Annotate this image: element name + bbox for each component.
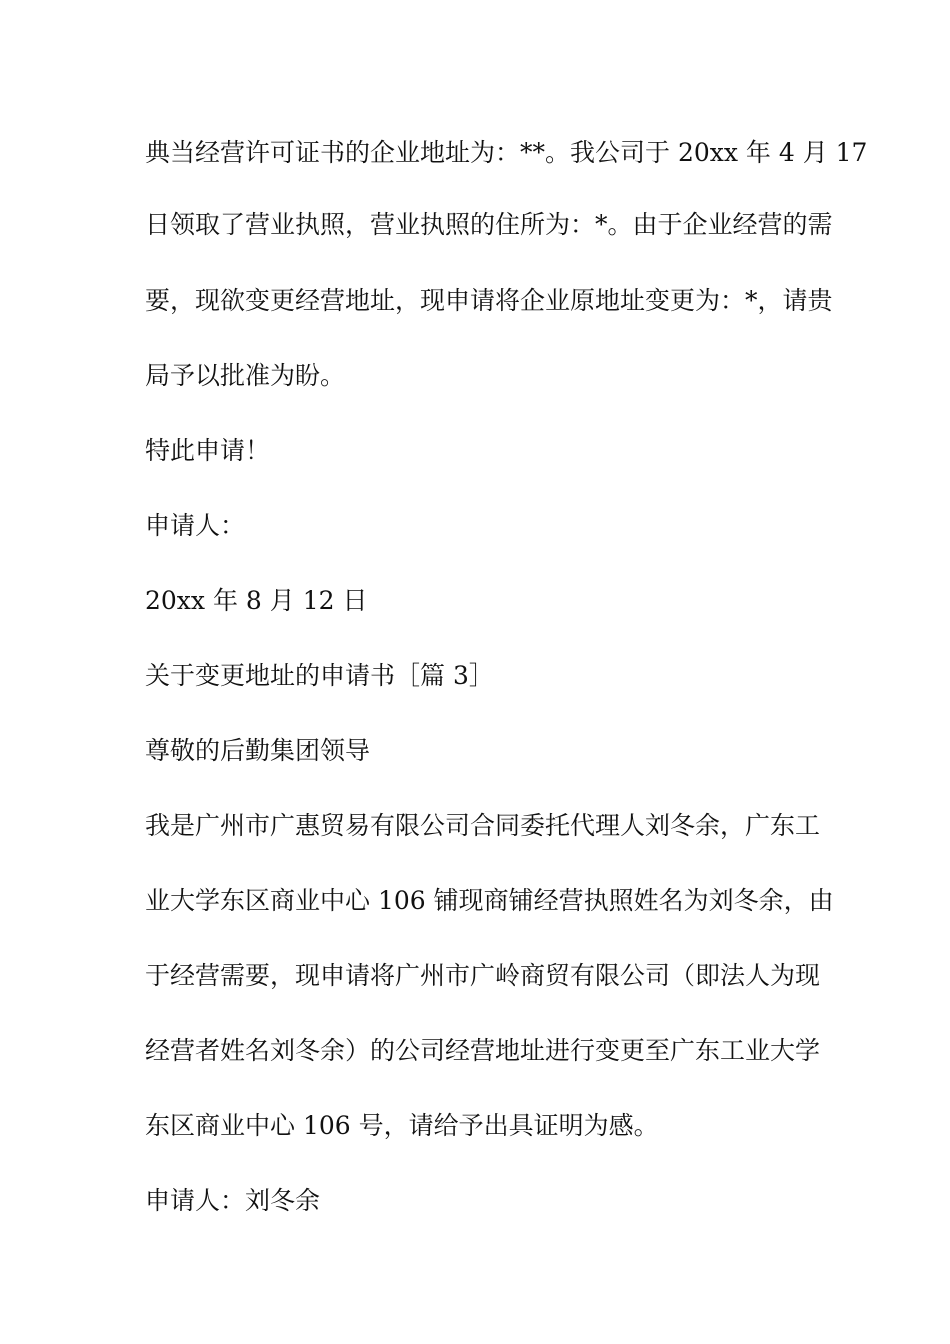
paragraph-line: 我是广州市广惠贸易有限公司合同委托代理人刘冬余，广东工: [145, 811, 821, 840]
applicant-label: 申请人：: [145, 511, 246, 540]
applicant-signature: 申请人：刘冬余: [145, 1186, 321, 1215]
paragraph-line: 典当经营许可证书的企业地址为：**。我公司于 20xx 年 4 月 17: [145, 138, 868, 167]
salutation: 尊敬的后勤集团领导: [145, 736, 371, 765]
paragraph-line: 东区商业中心 106 号，请给予出具证明为感。: [145, 1111, 659, 1140]
date-line: 20xx 年 8 月 12 日: [145, 586, 368, 615]
paragraph-line: 局予以批准为盼。: [145, 361, 346, 390]
paragraph-line: 于经营需要，现申请将广州市广岭商贸有限公司（即法人为现: [145, 961, 821, 990]
paragraph-line: 日领取了营业执照，营业执照的住所为：*。由于企业经营的需: [145, 210, 833, 239]
section-heading: 关于变更地址的申请书［篇 3］: [145, 661, 494, 690]
paragraph-line: 业大学东区商业中心 106 铺现商铺经营执照姓名为刘冬余，由: [145, 886, 834, 915]
paragraph-line: 经营者姓名刘冬余）的公司经营地址进行变更至广东工业大学: [145, 1036, 821, 1065]
closing-remark: 特此申请！: [145, 436, 271, 465]
paragraph-line: 要，现欲变更经营地址，现申请将企业原地址变更为：*，请贵: [145, 286, 833, 315]
